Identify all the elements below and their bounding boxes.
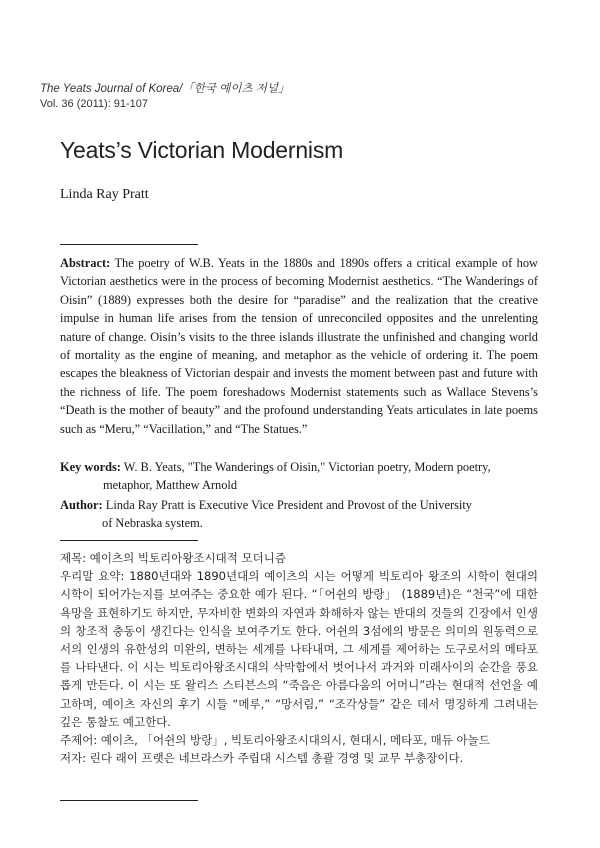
abstract-label: Abstract: xyxy=(60,256,111,270)
keywords-text: W. B. Yeats, "The Wanderings of Oisin," Victorian poetry, Modern poetry, xyxy=(123,460,491,474)
korean-summary-text: 1880년대와 1890년대의 예이츠의 시는 어떻게 빅토리아 왕조의 시학이 현대의 시학이 되어가는지를 보여주는 중요한 예가 된다. “「어쉰의 방랑」 (1889년)은 “천국”에 대한 욕망을 표현하기도 하지만, 무자비한 변화의 자연과 화해하자 않는 반대의 것들의 긴장에서 인생의 창조적 충동이 생긴다는 인식을 보여주기도 한다. 어쉰의 3섬에의 방문은 의미의 원동력으로서의 인생의 유한성의 미완의, 변하는 세계를 나타내며, 그 세계를 제어하는 도구로서의 메타포를 나타낸다. 이 시는 빅토리아왕조시대의 삭막함에서 벗어나서 과거와 미래사이의 순간을 풍요롭게 만든다. 이 시는 또 왈리스 스티븐스의 “죽음은 아름다움의 어머니”라는 현대적 선언을 예고하며, 예이츠 자신의 후기 시들 “메루,” “망서림,” “조각상들” 같은 데서 명징하게 그려내는 깊은 통찰도 예고한다. xyxy=(60,569,539,729)
keywords-text-cont: metaphor, Matthew Arnold xyxy=(103,478,238,493)
divider xyxy=(60,244,198,245)
korean-keywords: 주제어: 예이츠, 「어쉰의 방랑」, 빅토리아왕조시대의시, 현대시, 메타포, 매듀 아놀드 xyxy=(60,733,490,748)
korean-abstract xyxy=(60,549,538,767)
author-note xyxy=(60,496,538,533)
divider xyxy=(60,800,198,801)
abstract-text: The poetry of W.B. Yeats in the 1880s and 1890s offers a critical example of how Victorian aesthetics were in the process of becoming Modernist aesthetics. “The Wanderings of Oisin” (1889) expresses both the desire for “paradise” and the realization that the creative impulse in human life arises from the tension of unreconciled opposites and the unrelenting nature of change. Oisin’s visits to the three islands illustrate the unfinished and changing world of mortality as the engine of meaning, and metaphor as the vehicle of ordering it. The poem escapes the bleakness of Victorian despair and invests the moment between past and future with the richness of life. The poem foreshadows Modernist statements such as Wallace Stevens’s “Death is the mother of beauty” and the profound understanding Yeats articulates in late poems such as “Meru,” “Vacillation,” and “The Statues.” xyxy=(60,256,539,436)
keywords xyxy=(60,458,538,495)
korean-summary-label: 우리말 요약: xyxy=(60,569,125,584)
author-label: Author: xyxy=(60,498,103,512)
korean-summary xyxy=(60,567,538,731)
abstract xyxy=(60,254,538,438)
journal-name: The Yeats Journal of Korea/「한국 예이츠 저널」 xyxy=(40,83,290,95)
keywords-label: Key words: xyxy=(60,460,121,474)
divider xyxy=(60,540,198,541)
korean-author: 저자: 린다 래이 프랫은 네브라스카 주립대 시스템 총괄 경영 및 교무 부총장이다. xyxy=(60,751,464,766)
article-title: Yeats’s Victorian Modernism xyxy=(60,137,344,163)
korean-title: 제목: 예이츠의 빅토리아왕조시대적 모더니즘 xyxy=(60,551,286,565)
author-text: Linda Ray Pratt is Executive Vice President and Provost of the University xyxy=(105,498,472,512)
author-text-cont: of Nebraska system. xyxy=(102,516,203,531)
article-author: Linda Ray Pratt xyxy=(60,187,149,202)
volume-info: Vol. 36 (2011): 91-107 xyxy=(40,98,149,110)
